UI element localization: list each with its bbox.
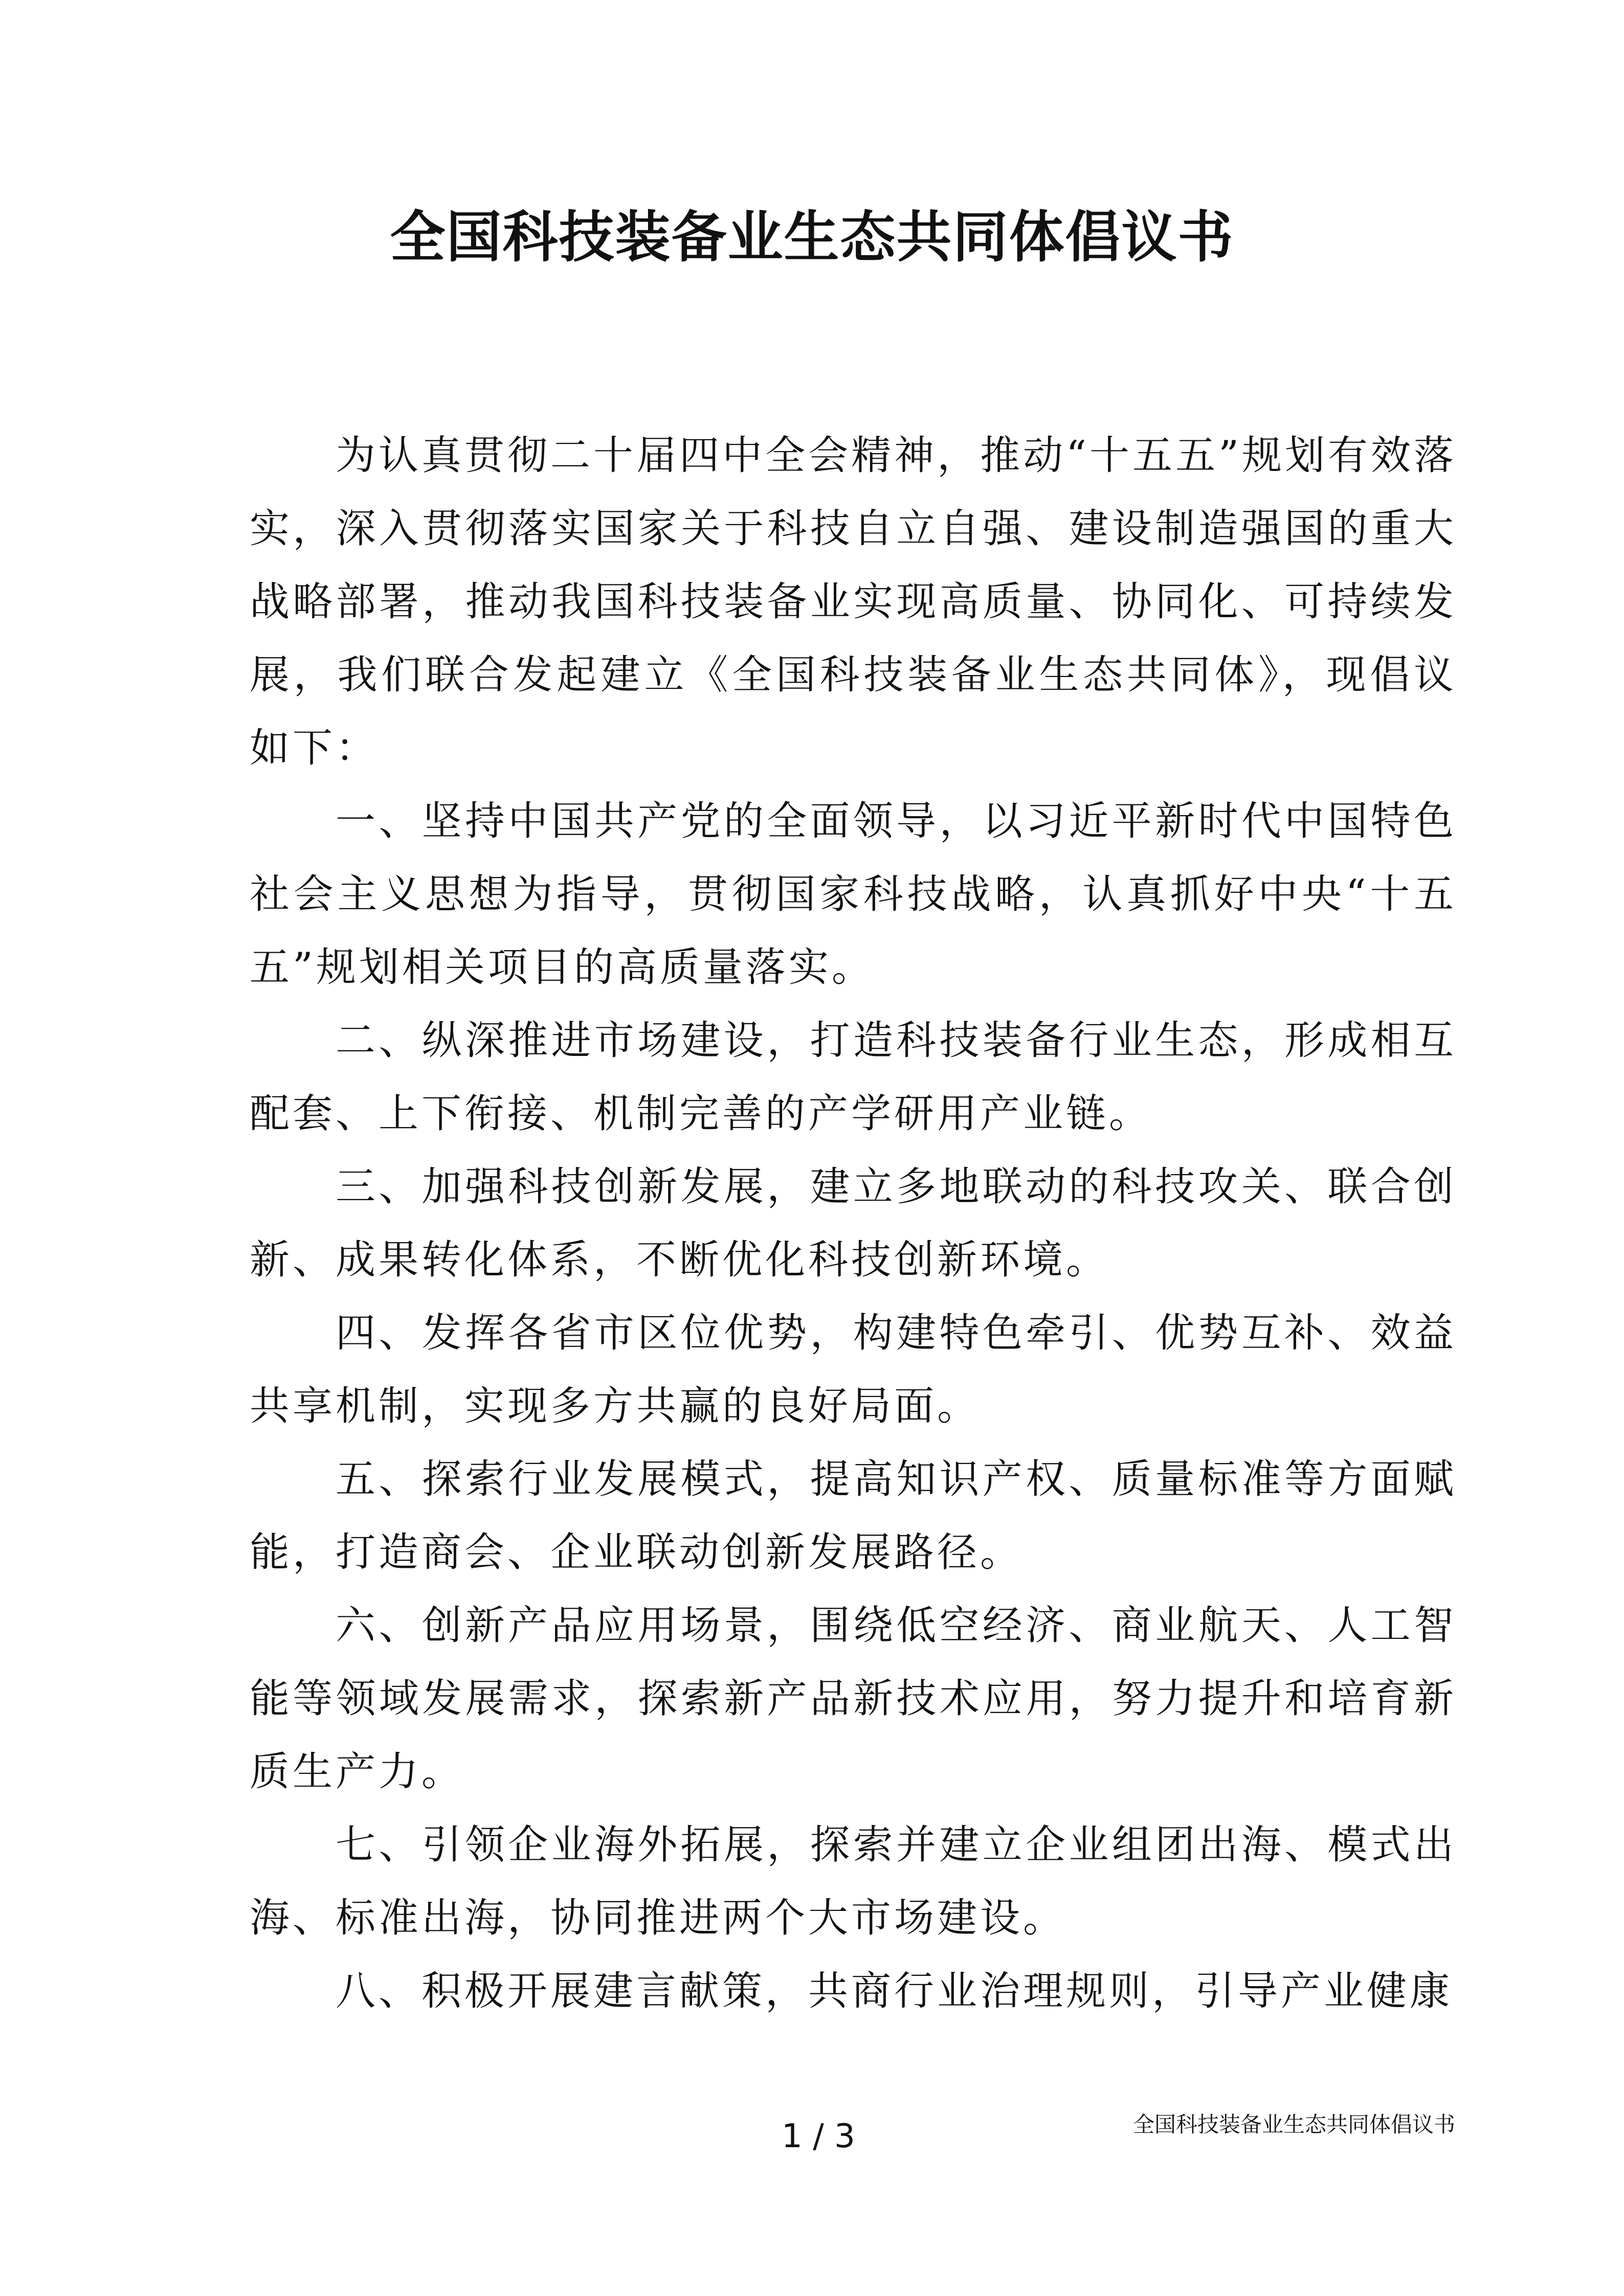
document-title: 全国科技装备业生态共同体倡议书 [390, 205, 1234, 269]
page-number: 1 / 3 [782, 2118, 855, 2155]
paragraph-item-7: 七、引领企业海外拓展，探索并建立企业组团出海、模式出海、标准出海，协同推进两个大市场建设。 [250, 1822, 1457, 1941]
paragraph-item-8: 八、积极开展建言献策，共商行业治理规则，引导产业健康 [336, 1968, 1453, 2014]
paragraph-item-6: 六、创新产品应用场景，围绕低空经济、商业航天、人工智能等领域发展需求，探索新产品新技术应用，努力提升和培育新质生产力。 [250, 1603, 1457, 1795]
paragraph-item-5: 五、探索行业发展模式，提高知识产权、质量标准等方面赋能，打造商会、企业联动创新发展路径。 [250, 1456, 1457, 1575]
paragraph-item-3: 三、加强科技创新发展，建立多地联动的科技攻关、联合创新、成果转化体系，不断优化科技创新环境。 [250, 1164, 1457, 1283]
footer-running-title: 全国科技装备业生态共同体倡议书 [1132, 2112, 1455, 2137]
paragraph-item-2: 二、纵深推进市场建设，打造科技装备行业生态，形成相互配套、上下衔接、机制完善的产学研用产业链。 [250, 1018, 1457, 1137]
paragraph-item-4: 四、发挥各省市区位优势，构建特色牵引、优势互补、效益共享机制，实现多方共赢的良好局面。 [250, 1310, 1457, 1429]
paragraph-intro: 为认真贯彻二十届四中全会精神，推动“十五五”规划有效落实，深入贯彻落实国家关于科技自立自强、建设制造强国的重大战略部署，推动我国科技装备业实现高质量、协同化、可持续发展，我们联合发起建立《全国科技装备业生态共同体》，现倡议如下： [250, 433, 1457, 771]
document-body [250, 419, 1457, 2028]
paragraph-item-1: 一、坚持中国共产党的全面领导，以习近平新时代中国特色社会主义思想为指导，贯彻国家科技战略，认真抓好中央“十五五”规划相关项目的高质量落实。 [250, 798, 1457, 991]
